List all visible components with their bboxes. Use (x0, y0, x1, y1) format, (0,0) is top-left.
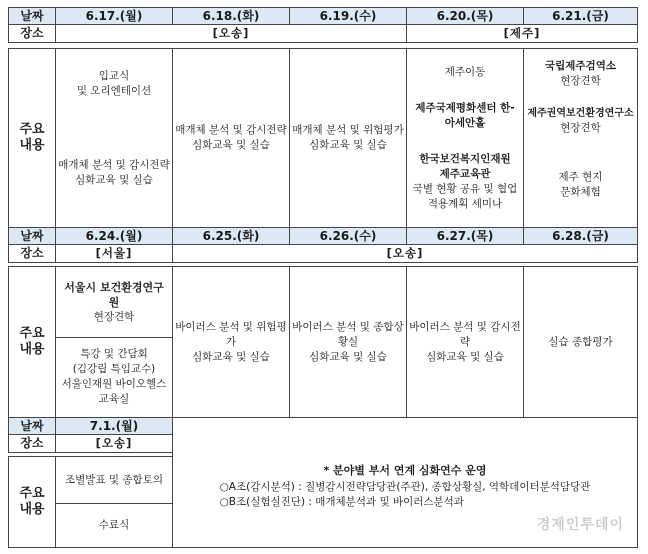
activity-text: 한국보건복지인재원 (419, 153, 511, 165)
date-label: 6.19.(수) (319, 8, 377, 23)
date-header-label: 날짜 (20, 418, 44, 433)
main-content-label: 주요내용 (19, 122, 45, 153)
date-header (8, 7, 56, 25)
place-header (8, 434, 56, 453)
date-cell (406, 227, 524, 245)
activity-text: 바이러스 분석 및 감시전 (409, 320, 521, 333)
date-label: 6.20.(목) (436, 8, 494, 23)
date-header-label: 날짜 (20, 8, 44, 23)
activity-text: 심화교육 및 실습 (309, 139, 387, 151)
activity-text: 교육실 (98, 393, 130, 405)
date-cell (172, 227, 290, 245)
activity-text: 및 오리엔테이션 (76, 85, 152, 97)
date-label: 6.24.(월) (85, 228, 143, 243)
schedule-cell (406, 266, 524, 418)
activity-text: 매개체 분석 및 위험평가 (292, 124, 404, 136)
activity-block (56, 503, 172, 547)
place-cell (172, 244, 638, 263)
main-content-header (8, 266, 56, 418)
activity-text: 문화체험 (560, 186, 601, 198)
note-line: ○A조(감시분석) : 질병감시전략담당관(주관), 종합상황실, 역학데이터분석담당관 (219, 481, 591, 493)
activity-text: 현장견학 (560, 122, 601, 134)
place-header (8, 24, 56, 43)
note-line: ○B조(실험실진단) : 매개체분석과 및 바이러스분석과 (219, 496, 464, 508)
activity-text: 매개체 분석 및 감시전략 (58, 159, 170, 171)
date-label: 6.26.(수) (319, 228, 377, 243)
date-cell (55, 227, 173, 245)
activity-text: 심화교육 및 실습 (309, 350, 387, 363)
place-label: [제주] (503, 26, 541, 40)
place-cell (55, 434, 173, 453)
place-label: [서울] (95, 246, 133, 260)
note-title: * 분야별 부서 연계 심화연수 운영 (323, 464, 487, 477)
activity-text: 매개체 분석 및 감시전략 (175, 124, 287, 136)
activity-text: 심화교육 및 실습 (426, 350, 504, 363)
schedule-cell (289, 266, 407, 418)
activity-text: 수료식 (98, 518, 130, 531)
date-label: 6.18.(화) (202, 8, 260, 23)
schedule-table (8, 7, 638, 548)
activity-block (407, 49, 523, 95)
date-cell (523, 7, 638, 25)
place-cell (406, 24, 638, 43)
activity-block (56, 119, 172, 227)
date-label: 6.21.(금) (552, 8, 609, 23)
main-content-header (8, 48, 56, 228)
cell-divider (56, 503, 172, 504)
activity-block (407, 95, 523, 137)
note-body (220, 455, 591, 510)
schedule-cell (55, 266, 173, 418)
activity-text: 략 (459, 335, 471, 348)
activity-text: 특강 및 간담회 (80, 348, 148, 360)
place-label: [오송] (386, 246, 424, 260)
place-header-label: 장소 (20, 26, 44, 40)
activity-block (56, 457, 172, 503)
date-header (8, 227, 56, 245)
activity-text: 가 (225, 335, 237, 348)
activity-text: 현장견학 (560, 75, 601, 87)
activity-text: 제주이동 (444, 65, 486, 78)
date-cell (523, 227, 638, 245)
schedule-cell (523, 266, 638, 418)
watermark-text: 경제인투데이 (536, 517, 624, 533)
activity-text: 서울인재원 바이오헬스 (61, 378, 167, 390)
date-cell (55, 417, 173, 435)
date-label: 6.25.(화) (202, 228, 260, 243)
activity-text: 아세안홀 (444, 117, 486, 129)
main-content-label: 주요내용 (19, 486, 45, 517)
schedule-cell (172, 266, 290, 418)
cell-divider (56, 337, 172, 338)
watermark (537, 514, 624, 534)
place-cell (55, 244, 173, 263)
activity-text: 바이러스 분석 및 위험평 (175, 320, 287, 333)
date-header-label: 날짜 (20, 228, 44, 243)
date-cell (172, 7, 290, 25)
activity-text: 제주권역보건환경연구소 (527, 108, 634, 119)
activity-block (524, 143, 637, 227)
activity-text: 심화교육 및 실습 (75, 174, 153, 186)
schedule-cell (523, 48, 638, 228)
activity-block (56, 267, 172, 337)
activity-text: 적용계획 세미나 (427, 198, 503, 210)
activity-block (56, 49, 172, 119)
activity-block (524, 49, 637, 99)
activity-text: 제주 현지 (558, 171, 603, 183)
activity-text: 현장견학 (93, 310, 135, 323)
place-cell (55, 24, 407, 43)
place-header (8, 244, 56, 263)
place-header-label: 장소 (20, 436, 44, 450)
activity-text: 제주교육관 (439, 168, 491, 180)
date-label: 7.1.(월) (89, 418, 139, 433)
activity-block (407, 137, 523, 227)
schedule-cell (55, 48, 173, 228)
schedule-cell (172, 48, 290, 228)
schedule-cell (406, 48, 524, 228)
activity-block (524, 99, 637, 143)
place-label: [오송] (95, 436, 133, 450)
date-label: 6.27.(목) (436, 228, 494, 243)
date-label: 6.17.(월) (85, 8, 143, 23)
activity-text: 바이러스 분석 및 종합상 (292, 320, 404, 333)
activity-text: 조별발표 및 종합토의 (65, 473, 163, 486)
place-header-label: 장소 (20, 246, 44, 260)
place-label: [오송] (212, 26, 250, 40)
activity-block (56, 337, 172, 417)
activity-text: 국립제주검역소 (544, 60, 616, 72)
activity-text: 원 (108, 295, 120, 309)
activity-text: 서울시 보건환경연구 (64, 280, 164, 294)
activity-text: 황실 (337, 335, 359, 348)
date-header (8, 417, 56, 435)
main-content-label: 주요내용 (19, 326, 45, 357)
activity-text: 제주국제평화센터 한- (415, 102, 515, 114)
schedule-cell (289, 48, 407, 228)
date-cell (289, 227, 407, 245)
activity-text: 실습 종합평가 (548, 335, 613, 348)
date-cell (289, 7, 407, 25)
activity-text: (김강립 특임교수) (72, 363, 156, 375)
date-cell (406, 7, 524, 25)
schedule-cell (55, 456, 173, 548)
main-content-header (8, 456, 56, 548)
activity-text: 국별 현황 공유 및 협업 (412, 183, 518, 195)
activity-text: 심화교육 및 실습 (192, 350, 270, 363)
activity-text: 심화교육 및 실습 (192, 139, 270, 151)
activity-text: 입교식 (98, 70, 130, 82)
date-label: 6.28.(금) (552, 228, 609, 243)
date-cell (55, 7, 173, 25)
